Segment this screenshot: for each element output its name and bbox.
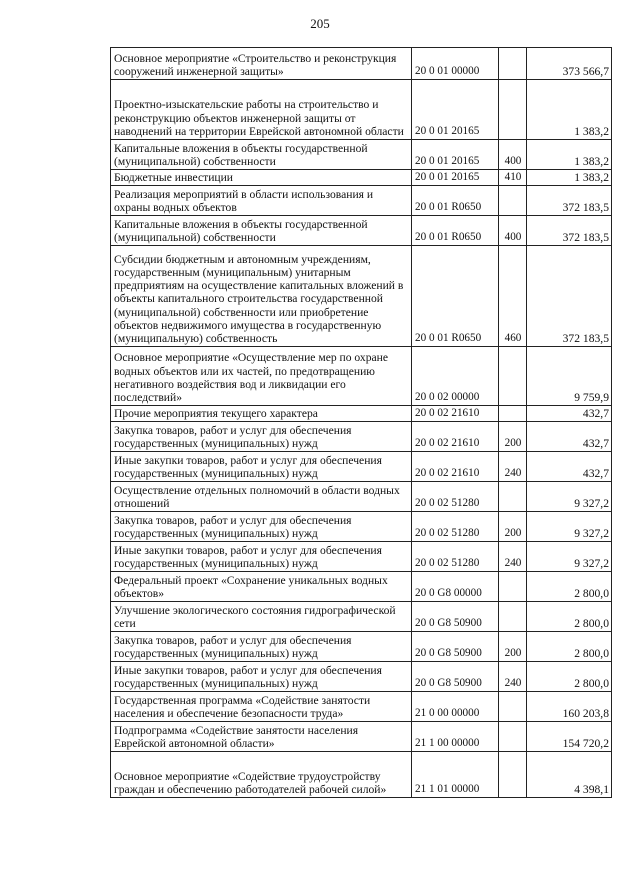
row-vr [499,347,527,406]
table-row [111,347,612,406]
row-sum: 154 720,2 [527,722,612,752]
row-name: Основное мероприятие «Осуществление мер по охране водных объектов или их частей, по предотвращению негативного воздействия вод и ликвидации его последствий» [111,347,412,406]
row-sum: 9 327,2 [527,542,612,572]
row-vr: 460 [499,246,527,347]
row-code: 20 0 01 20165 [412,170,499,186]
row-code: 21 1 00 00000 [412,722,499,752]
row-code: 20 0 02 21610 [412,406,499,422]
row-name: Федеральный проект «Сохранение уникальных водных объектов» [111,572,412,602]
row-code: 20 0 01 R0650 [412,216,499,246]
row-name: Иные закупки товаров, работ и услуг для обеспечения государственных (муниципальных) нужд [111,662,412,692]
row-vr [499,406,527,422]
table-row [111,422,612,452]
row-code: 20 0 02 51280 [412,542,499,572]
row-code: 20 0 02 21610 [412,452,499,482]
table-row [111,722,612,752]
row-code: 21 1 01 00000 [412,752,499,798]
row-sum: 1 383,2 [527,80,612,140]
row-name: Иные закупки товаров, работ и услуг для обеспечения государственных (муниципальных) нужд [111,452,412,482]
row-vr: 240 [499,662,527,692]
row-vr [499,722,527,752]
row-code: 20 0 01 20165 [412,140,499,170]
row-vr [499,572,527,602]
row-name: Закупка товаров, работ и услуг для обеспечения государственных (муниципальных) нужд [111,512,412,542]
row-vr [499,482,527,512]
row-sum: 9 327,2 [527,512,612,542]
table-row [111,482,612,512]
table-row [111,602,612,632]
row-name: Закупка товаров, работ и услуг для обеспечения государственных (муниципальных) нужд [111,632,412,662]
row-code: 20 0 01 R0650 [412,246,499,347]
row-code: 20 0 G8 50900 [412,632,499,662]
row-vr [499,48,527,80]
row-vr: 200 [499,512,527,542]
row-name: Основное мероприятие «Содействие трудоустройству граждан и обеспечению работодателей рабочей силой» [111,752,412,798]
row-code: 20 0 02 00000 [412,347,499,406]
table-row [111,692,612,722]
row-vr: 200 [499,632,527,662]
budget-table [110,47,612,798]
row-name: Иные закупки товаров, работ и услуг для обеспечения государственных (муниципальных) нужд [111,542,412,572]
table-row [111,662,612,692]
row-sum: 160 203,8 [527,692,612,722]
row-sum: 372 183,5 [527,246,612,347]
row-sum: 1 383,2 [527,140,612,170]
row-sum: 2 800,0 [527,572,612,602]
row-name: Капитальные вложения в объекты государственной (муниципальной) собственности [111,216,412,246]
table-row [111,140,612,170]
row-sum: 9 759,9 [527,347,612,406]
table-row [111,572,612,602]
row-code: 20 0 02 51280 [412,512,499,542]
row-sum: 2 800,0 [527,662,612,692]
row-vr [499,692,527,722]
row-name: Улучшение экологического состояния гидрографической сети [111,602,412,632]
row-code: 20 0 G8 50900 [412,662,499,692]
table-row [111,406,612,422]
row-vr [499,752,527,798]
page-number: 205 [310,16,330,31]
row-vr: 200 [499,422,527,452]
table-row [111,542,612,572]
row-sum: 432,7 [527,422,612,452]
table-row [111,80,612,140]
row-code: 20 0 01 00000 [412,48,499,80]
row-sum: 373 566,7 [527,48,612,80]
table-row [111,186,612,216]
row-sum: 2 800,0 [527,632,612,662]
row-vr [499,602,527,632]
row-name: Проектно-изыскательские работы на строительство и реконструкцию объектов инженерной защиты от наводнений на территории Еврейской автономной области [111,80,412,140]
row-code: 21 0 00 00000 [412,692,499,722]
row-code: 20 0 G8 00000 [412,572,499,602]
row-code: 20 0 02 51280 [412,482,499,512]
row-name: Субсидии бюджетным и автономным учреждениям, государственным (муниципальным) унитарным предприятиям на осуществление капитальных вложений в объекты капитального строительства государственной (муниципальной) собственности или приобретение объектов недвижимого имущества в государственную (муниципальную) собственность [111,246,412,347]
row-vr: 240 [499,542,527,572]
row-name: Государственная программа «Содействие занятости населения и обеспечение безопасности труда» [111,692,412,722]
row-name: Осуществление отдельных полномочий в области водных отношений [111,482,412,512]
row-sum: 372 183,5 [527,186,612,216]
row-code: 20 0 G8 50900 [412,602,499,632]
row-sum: 2 800,0 [527,602,612,632]
row-sum: 9 327,2 [527,482,612,512]
row-code: 20 0 02 21610 [412,422,499,452]
table-row [111,170,612,186]
row-sum: 372 183,5 [527,216,612,246]
table-row [111,246,612,347]
row-name: Закупка товаров, работ и услуг для обеспечения государственных (муниципальных) нужд [111,422,412,452]
row-name: Бюджетные инвестиции [111,170,412,186]
row-sum: 432,7 [527,452,612,482]
row-vr [499,186,527,216]
row-name: Реализация мероприятий в области использования и охраны водных объектов [111,186,412,216]
row-code: 20 0 01 R0650 [412,186,499,216]
table-row [111,752,612,798]
row-vr: 240 [499,452,527,482]
row-vr: 410 [499,170,527,186]
table-row [111,512,612,542]
row-name: Основное мероприятие «Строительство и реконструкция сооружений инженерной защиты» [111,48,412,80]
row-sum: 4 398,1 [527,752,612,798]
row-vr: 400 [499,140,527,170]
row-vr: 400 [499,216,527,246]
row-name: Прочие мероприятия текущего характера [111,406,412,422]
table-row [111,632,612,662]
row-code: 20 0 01 20165 [412,80,499,140]
row-name: Капитальные вложения в объекты государственной (муниципальной) собственности [111,140,412,170]
table-row [111,452,612,482]
table-row [111,48,612,80]
row-name: Подпрограмма «Содействие занятости населения Еврейской автономной области» [111,722,412,752]
table-row [111,216,612,246]
row-vr [499,80,527,140]
row-sum: 432,7 [527,406,612,422]
row-sum: 1 383,2 [527,170,612,186]
